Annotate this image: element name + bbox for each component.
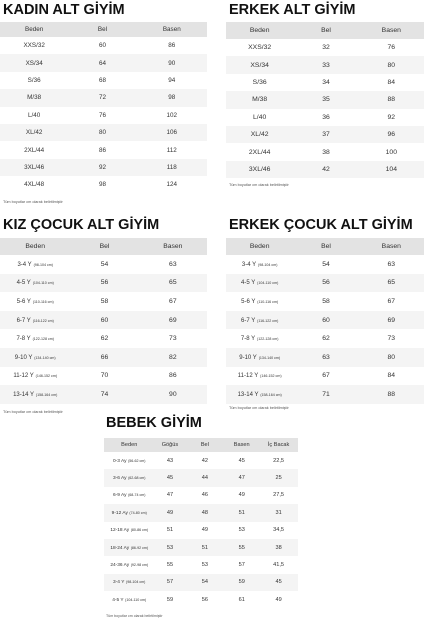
bebek-cell: 61 bbox=[224, 591, 259, 608]
bebek-size-cell bbox=[104, 504, 154, 521]
erkek-cocuk-size-label: 4-5 Y bbox=[241, 280, 256, 287]
bebek-cell: 56 bbox=[185, 591, 224, 608]
erkek-cell: 36 bbox=[293, 109, 358, 126]
erkek-cell: 34 bbox=[293, 74, 358, 91]
kiz-cocuk-size-label: 5-6 Y bbox=[16, 298, 31, 305]
erkek-cocuk-size-range: (122-128 cm) bbox=[257, 337, 279, 342]
erkek-cocuk-size-range: (116-122 cm) bbox=[257, 318, 279, 323]
bebek-size-range: (80-86 cm) bbox=[130, 528, 149, 533]
erkek-row bbox=[226, 56, 424, 73]
kadin-header-basen: Basen bbox=[137, 22, 207, 37]
kiz-cocuk-size-range: (146-152 cm) bbox=[35, 374, 58, 379]
kiz-cocuk-size-cell bbox=[0, 311, 70, 330]
bebek-row bbox=[104, 469, 298, 486]
erkek-cell: 37 bbox=[293, 126, 358, 143]
bebek-cell: 25 bbox=[259, 469, 298, 486]
erkek-cocuk-size-range: (158-164 cm) bbox=[260, 392, 282, 397]
kadin-cell: 98 bbox=[137, 89, 207, 106]
bebek-size-cell bbox=[104, 556, 154, 573]
kadin-note: Tüm boyutlar cm olarak belirtilmiştir bbox=[3, 199, 63, 204]
bebek-row bbox=[104, 522, 298, 539]
kiz-cocuk-header-bel: Bel bbox=[70, 238, 138, 255]
kadin-section bbox=[0, 0, 207, 204]
kiz-cocuk-cell: 56 bbox=[70, 274, 138, 293]
erkek-cocuk-size-cell bbox=[226, 274, 293, 293]
kadin-cell: 92 bbox=[68, 159, 136, 176]
kiz-cocuk-row bbox=[0, 367, 207, 386]
erkek-cell: L/40 bbox=[226, 109, 293, 126]
erkek-cocuk-size-range: (134-140 cm) bbox=[258, 355, 281, 360]
erkek-cocuk-cell: 56 bbox=[293, 274, 358, 293]
bebek-row bbox=[104, 574, 298, 591]
kiz-cocuk-row bbox=[0, 348, 207, 367]
erkek-cell: 88 bbox=[359, 91, 424, 108]
kadin-row bbox=[0, 54, 207, 71]
bebek-cell: 47 bbox=[154, 487, 185, 504]
bebek-size-range: (62-68 cm) bbox=[128, 476, 146, 481]
kadin-cell: 4XL/48 bbox=[0, 176, 68, 193]
erkek-cell: 35 bbox=[293, 91, 358, 108]
bebek-header-basen: Basen bbox=[224, 438, 259, 452]
bebek-row bbox=[104, 539, 298, 556]
kiz-cocuk-size-range: (116-122 cm) bbox=[32, 318, 54, 323]
erkek-header-beden: Beden bbox=[226, 22, 293, 39]
erkek-cell: 2XL/44 bbox=[226, 143, 293, 160]
kiz-cocuk-row bbox=[0, 311, 207, 330]
kiz-cocuk-size-label: 4-5 Y bbox=[16, 280, 31, 287]
kiz-cocuk-size-range: (98-104 cm) bbox=[33, 262, 53, 267]
bebek-cell: 44 bbox=[185, 469, 224, 486]
erkek-title: ERKEK ALT GİYİM bbox=[229, 2, 356, 18]
kadin-table bbox=[0, 22, 207, 194]
kadin-cell: 3XL/46 bbox=[0, 159, 68, 176]
erkek-cocuk-row bbox=[226, 367, 424, 386]
kiz-cocuk-table-body bbox=[0, 255, 207, 404]
erkek-row bbox=[226, 109, 424, 126]
erkek-cocuk-note: Tüm boyutlar cm olarak belirtilmiştir bbox=[229, 405, 289, 410]
bebek-size-label: 6-9 Ay bbox=[112, 493, 127, 499]
kiz-cocuk-size-label: 3-4 Y bbox=[17, 261, 32, 268]
erkek-cocuk-size-label: 3-4 Y bbox=[241, 261, 257, 268]
kadin-cell: 76 bbox=[68, 107, 136, 124]
kadin-cell: 86 bbox=[137, 37, 207, 54]
erkek-cell: 38 bbox=[293, 143, 358, 160]
erkek-cocuk-cell: 54 bbox=[293, 255, 358, 274]
bebek-header-bel: Bel bbox=[185, 438, 224, 452]
kadin-row bbox=[0, 72, 207, 89]
kadin-cell: 102 bbox=[137, 107, 207, 124]
bebek-cell: 41,5 bbox=[259, 556, 298, 573]
bebek-size-cell bbox=[104, 452, 154, 469]
erkek-cocuk-size-cell bbox=[226, 385, 293, 404]
kiz-cocuk-row bbox=[0, 329, 207, 348]
erkek-row bbox=[226, 39, 424, 56]
bebek-cell: 53 bbox=[224, 522, 259, 539]
bebek-size-label: 4-5 Y bbox=[112, 597, 124, 603]
kiz-cocuk-size-label: 9-10 Y bbox=[14, 354, 33, 361]
kadin-cell: S/36 bbox=[0, 72, 68, 89]
kiz-cocuk-cell: 82 bbox=[139, 348, 207, 367]
erkek-cocuk-header-beden: Beden bbox=[226, 238, 293, 255]
kiz-cocuk-size-cell bbox=[0, 274, 70, 293]
kadin-table-header bbox=[0, 22, 207, 37]
erkek-cocuk-cell: 88 bbox=[359, 385, 424, 404]
kadin-cell: 72 bbox=[68, 89, 136, 106]
erkek-cell: 80 bbox=[359, 56, 424, 73]
erkek-cocuk-size-cell bbox=[226, 255, 293, 274]
bebek-cell: 53 bbox=[185, 556, 224, 573]
kadin-row bbox=[0, 176, 207, 193]
kiz-cocuk-header-beden: Beden bbox=[0, 238, 70, 255]
kadin-title: KADIN ALT GİYİM bbox=[3, 2, 125, 18]
kiz-cocuk-size-cell bbox=[0, 255, 70, 274]
erkek-cell: 76 bbox=[359, 39, 424, 56]
kiz-cocuk-size-cell bbox=[0, 367, 70, 386]
kiz-cocuk-size-label: 6-7 Y bbox=[16, 317, 31, 324]
bebek-cell: 48 bbox=[185, 504, 224, 521]
bebek-cell: 55 bbox=[224, 539, 259, 556]
erkek-cell: 3XL/46 bbox=[226, 161, 293, 178]
bebek-size-label: 3-4 Y bbox=[113, 580, 125, 586]
erkek-cocuk-header-basen: Basen bbox=[359, 238, 424, 255]
kadin-table-body bbox=[0, 37, 207, 194]
bebek-size-range: (86-92 cm) bbox=[130, 545, 149, 550]
kiz-cocuk-cell: 60 bbox=[70, 311, 138, 330]
bebek-cell: 59 bbox=[154, 591, 185, 608]
erkek-table bbox=[226, 22, 424, 178]
kadin-cell: 90 bbox=[137, 54, 207, 71]
bebek-size-label: 12-18 Ay bbox=[110, 528, 130, 534]
kadin-cell: 80 bbox=[68, 124, 136, 141]
bebek-section bbox=[104, 409, 298, 618]
kadin-cell: L/40 bbox=[0, 107, 68, 124]
kiz-cocuk-size-cell bbox=[0, 385, 70, 404]
kiz-cocuk-cell: 65 bbox=[139, 274, 207, 293]
erkek-cell: XXS/32 bbox=[226, 39, 293, 56]
kiz-cocuk-cell: 62 bbox=[70, 329, 138, 348]
kiz-cocuk-size-label: 13-14 Y bbox=[13, 391, 34, 398]
kiz-cocuk-size-range: (122-128 cm) bbox=[32, 337, 54, 342]
bebek-cell: 49 bbox=[259, 591, 298, 608]
kiz-cocuk-size-cell bbox=[0, 329, 70, 348]
erkek-section bbox=[226, 0, 424, 187]
bebek-title: BEBEK GİYİM bbox=[106, 415, 202, 431]
erkek-cocuk-size-label: 13-14 Y bbox=[237, 391, 259, 398]
erkek-cocuk-table bbox=[226, 238, 424, 404]
erkek-cocuk-cell: 69 bbox=[359, 311, 424, 330]
erkek-cocuk-size-label: 5-6 Y bbox=[241, 298, 256, 305]
erkek-cocuk-table-body bbox=[226, 255, 424, 404]
kadin-cell: 2XL/44 bbox=[0, 141, 68, 158]
kiz-cocuk-size-label: 11-12 Y bbox=[13, 373, 34, 380]
kiz-cocuk-size-range: (110-116 cm) bbox=[32, 299, 54, 304]
kadin-cell: 94 bbox=[137, 72, 207, 89]
bebek-row bbox=[104, 452, 298, 469]
kiz-cocuk-row bbox=[0, 292, 207, 311]
bebek-size-label: 0-3 Ay bbox=[112, 458, 127, 464]
kadin-row bbox=[0, 37, 207, 54]
erkek-cocuk-cell: 73 bbox=[359, 329, 424, 348]
erkek-header-basen: Basen bbox=[359, 22, 424, 39]
erkek-cell: 42 bbox=[293, 161, 358, 178]
erkek-cocuk-cell: 63 bbox=[293, 348, 358, 367]
kiz-cocuk-section bbox=[0, 213, 207, 414]
erkek-table-body bbox=[226, 39, 424, 178]
bebek-row bbox=[104, 556, 298, 573]
bebek-cell: 51 bbox=[224, 504, 259, 521]
bebek-cell: 57 bbox=[224, 556, 259, 573]
bebek-size-cell bbox=[104, 469, 154, 486]
erkek-cocuk-size-range: (98-104 cm) bbox=[258, 262, 278, 267]
kiz-cocuk-cell: 66 bbox=[70, 348, 138, 367]
bebek-table-body bbox=[104, 452, 298, 609]
erkek-cocuk-size-range: (110-116 cm) bbox=[257, 299, 279, 304]
erkek-row bbox=[226, 74, 424, 91]
bebek-cell: 46 bbox=[185, 487, 224, 504]
erkek-cell: XL/42 bbox=[226, 126, 293, 143]
kadin-cell: 98 bbox=[68, 176, 136, 193]
erkek-header-bel: Bel bbox=[293, 22, 358, 39]
bebek-size-label: 3-6 Ay bbox=[112, 476, 127, 482]
erkek-row bbox=[226, 161, 424, 178]
erkek-note: Tüm boyutlar cm olarak belirtilmiştir bbox=[229, 183, 289, 188]
erkek-cocuk-row bbox=[226, 292, 424, 311]
kiz-cocuk-cell: 63 bbox=[139, 255, 207, 274]
kiz-cocuk-table-header bbox=[0, 238, 207, 255]
bebek-cell: 34,5 bbox=[259, 522, 298, 539]
bebek-row bbox=[104, 487, 298, 504]
kiz-cocuk-size-cell bbox=[0, 348, 70, 367]
erkek-cocuk-cell: 84 bbox=[359, 367, 424, 386]
erkek-cocuk-size-label: 9-10 Y bbox=[239, 354, 257, 361]
bebek-cell: 42 bbox=[185, 452, 224, 469]
erkek-cocuk-size-cell bbox=[226, 329, 293, 348]
kiz-cocuk-title: KIZ ÇOCUK ALT GİYİM bbox=[3, 217, 160, 233]
bebek-header-gogus: Göğüs bbox=[154, 438, 185, 452]
bebek-size-range: (74-80 cm) bbox=[129, 510, 147, 515]
erkek-cocuk-cell: 58 bbox=[293, 292, 358, 311]
bebek-header-beden: Beden bbox=[104, 438, 154, 452]
kadin-row bbox=[0, 124, 207, 141]
kiz-cocuk-size-cell bbox=[0, 292, 70, 311]
erkek-cocuk-row bbox=[226, 274, 424, 293]
kadin-cell: 124 bbox=[137, 176, 207, 193]
kadin-cell: 118 bbox=[137, 159, 207, 176]
erkek-cocuk-size-label: 11-12 Y bbox=[237, 373, 259, 380]
bebek-cell: 47 bbox=[224, 469, 259, 486]
kiz-cocuk-size-range: (104-110 cm) bbox=[32, 281, 54, 286]
erkek-cocuk-cell: 67 bbox=[359, 292, 424, 311]
bebek-size-range: (98-104 cm) bbox=[126, 580, 146, 585]
kiz-cocuk-table bbox=[0, 238, 207, 404]
kiz-cocuk-cell: 73 bbox=[139, 329, 207, 348]
erkek-cell: 84 bbox=[359, 74, 424, 91]
erkek-cocuk-table-header bbox=[226, 238, 424, 255]
kadin-row bbox=[0, 159, 207, 176]
erkek-cocuk-row bbox=[226, 311, 424, 330]
kadin-cell: 86 bbox=[68, 141, 136, 158]
kiz-cocuk-cell: 86 bbox=[139, 367, 207, 386]
kiz-cocuk-size-range: (134-140 cm) bbox=[34, 355, 56, 360]
bebek-cell: 45 bbox=[259, 574, 298, 591]
kadin-cell: 106 bbox=[137, 124, 207, 141]
bebek-size-range: (92-98 cm) bbox=[130, 563, 149, 568]
kiz-cocuk-row bbox=[0, 255, 207, 274]
kadin-header-beden: Beden bbox=[0, 22, 68, 37]
kiz-cocuk-header-basen: Basen bbox=[139, 238, 207, 255]
kadin-cell: 60 bbox=[68, 37, 136, 54]
erkek-cocuk-size-cell bbox=[226, 311, 293, 330]
erkek-cocuk-size-cell bbox=[226, 348, 293, 367]
erkek-cell: S/36 bbox=[226, 74, 293, 91]
bebek-cell: 51 bbox=[185, 539, 224, 556]
erkek-row bbox=[226, 143, 424, 160]
bebek-cell: 53 bbox=[154, 539, 185, 556]
erkek-cocuk-cell: 71 bbox=[293, 385, 358, 404]
bebek-cell: 49 bbox=[224, 487, 259, 504]
bebek-size-cell bbox=[104, 522, 154, 539]
erkek-row bbox=[226, 126, 424, 143]
erkek-cell: 33 bbox=[293, 56, 358, 73]
bebek-size-range: (68-74 cm) bbox=[128, 493, 146, 498]
erkek-cell: M/38 bbox=[226, 91, 293, 108]
bebek-cell: 49 bbox=[154, 504, 185, 521]
bebek-cell: 45 bbox=[154, 469, 185, 486]
erkek-cocuk-cell: 63 bbox=[359, 255, 424, 274]
kiz-cocuk-row bbox=[0, 274, 207, 293]
kadin-cell: 64 bbox=[68, 54, 136, 71]
kiz-cocuk-cell: 90 bbox=[139, 385, 207, 404]
kiz-cocuk-row bbox=[0, 385, 207, 404]
bebek-cell: 38 bbox=[259, 539, 298, 556]
kiz-cocuk-size-label: 7-8 Y bbox=[16, 336, 31, 343]
erkek-cocuk-cell: 80 bbox=[359, 348, 424, 367]
kiz-cocuk-note: Tüm boyutlar cm olarak belirtilmiştir bbox=[3, 409, 63, 414]
bebek-cell: 49 bbox=[185, 522, 224, 539]
bebek-size-range: (56-62 cm) bbox=[128, 458, 146, 463]
bebek-size-label: 18-24 Ay bbox=[110, 545, 130, 551]
kiz-cocuk-cell: 70 bbox=[70, 367, 138, 386]
erkek-cocuk-cell: 67 bbox=[293, 367, 358, 386]
erkek-cocuk-row bbox=[226, 329, 424, 348]
bebek-cell: 27,5 bbox=[259, 487, 298, 504]
bebek-cell: 54 bbox=[185, 574, 224, 591]
kadin-cell: XXS/32 bbox=[0, 37, 68, 54]
kadin-cell: 112 bbox=[137, 141, 207, 158]
erkek-cocuk-title: ERKEK ÇOCUK ALT GİYİM bbox=[229, 217, 413, 233]
erkek-cell: 92 bbox=[359, 109, 424, 126]
erkek-table-header bbox=[226, 22, 424, 39]
erkek-cocuk-size-cell bbox=[226, 367, 293, 386]
erkek-cocuk-size-range: (146-152 cm) bbox=[260, 374, 282, 379]
kadin-header-bel: Bel bbox=[68, 22, 136, 37]
kadin-cell: M/38 bbox=[0, 89, 68, 106]
erkek-cell: XS/34 bbox=[226, 56, 293, 73]
bebek-cell: 55 bbox=[154, 556, 185, 573]
kiz-cocuk-cell: 67 bbox=[139, 292, 207, 311]
bebek-header-ic-bacak: İç Bacak bbox=[259, 438, 298, 452]
erkek-cocuk-header-bel: Bel bbox=[293, 238, 358, 255]
erkek-cocuk-section bbox=[226, 213, 424, 410]
bebek-size-label: 24-36 Ay bbox=[110, 563, 130, 569]
bebek-table-header bbox=[104, 438, 298, 452]
erkek-cell: 32 bbox=[293, 39, 358, 56]
erkek-cocuk-size-cell bbox=[226, 292, 293, 311]
erkek-cell: 104 bbox=[359, 161, 424, 178]
bebek-size-cell bbox=[104, 487, 154, 504]
kiz-cocuk-cell: 69 bbox=[139, 311, 207, 330]
erkek-cocuk-cell: 60 bbox=[293, 311, 358, 330]
bebek-cell: 43 bbox=[154, 452, 185, 469]
bebek-size-label: 9-12 Ay bbox=[111, 510, 128, 516]
bebek-cell: 45 bbox=[224, 452, 259, 469]
kadin-cell: XL/42 bbox=[0, 124, 68, 141]
kiz-cocuk-size-range: (158-164 cm) bbox=[35, 392, 58, 397]
erkek-cocuk-row bbox=[226, 348, 424, 367]
erkek-cocuk-row bbox=[226, 385, 424, 404]
erkek-cocuk-size-label: 6-7 Y bbox=[241, 317, 256, 324]
bebek-size-cell bbox=[104, 574, 154, 591]
bebek-cell: 57 bbox=[154, 574, 185, 591]
bebek-cell: 22,5 bbox=[259, 452, 298, 469]
erkek-cocuk-cell: 62 bbox=[293, 329, 358, 348]
erkek-cocuk-size-range: (104-110 cm) bbox=[257, 281, 279, 286]
erkek-row bbox=[226, 91, 424, 108]
erkek-cocuk-row bbox=[226, 255, 424, 274]
bebek-size-range: (104-110 cm) bbox=[125, 597, 147, 602]
erkek-cell: 96 bbox=[359, 126, 424, 143]
erkek-cell: 100 bbox=[359, 143, 424, 160]
kadin-cell: XS/34 bbox=[0, 54, 68, 71]
bebek-size-cell bbox=[104, 539, 154, 556]
kiz-cocuk-cell: 58 bbox=[70, 292, 138, 311]
bebek-row bbox=[104, 504, 298, 521]
bebek-cell: 31 bbox=[259, 504, 298, 521]
kiz-cocuk-cell: 74 bbox=[70, 385, 138, 404]
kadin-row bbox=[0, 107, 207, 124]
bebek-table bbox=[104, 438, 298, 609]
kiz-cocuk-cell: 54 bbox=[70, 255, 138, 274]
erkek-cocuk-size-label: 7-8 Y bbox=[240, 336, 256, 343]
kadin-cell: 68 bbox=[68, 72, 136, 89]
erkek-cocuk-cell: 65 bbox=[359, 274, 424, 293]
kadin-row bbox=[0, 141, 207, 158]
bebek-cell: 59 bbox=[224, 574, 259, 591]
kadin-row bbox=[0, 89, 207, 106]
bebek-note: Tüm boyutlar cm olarak belirtilmiştir bbox=[106, 613, 163, 618]
bebek-cell: 51 bbox=[154, 522, 185, 539]
